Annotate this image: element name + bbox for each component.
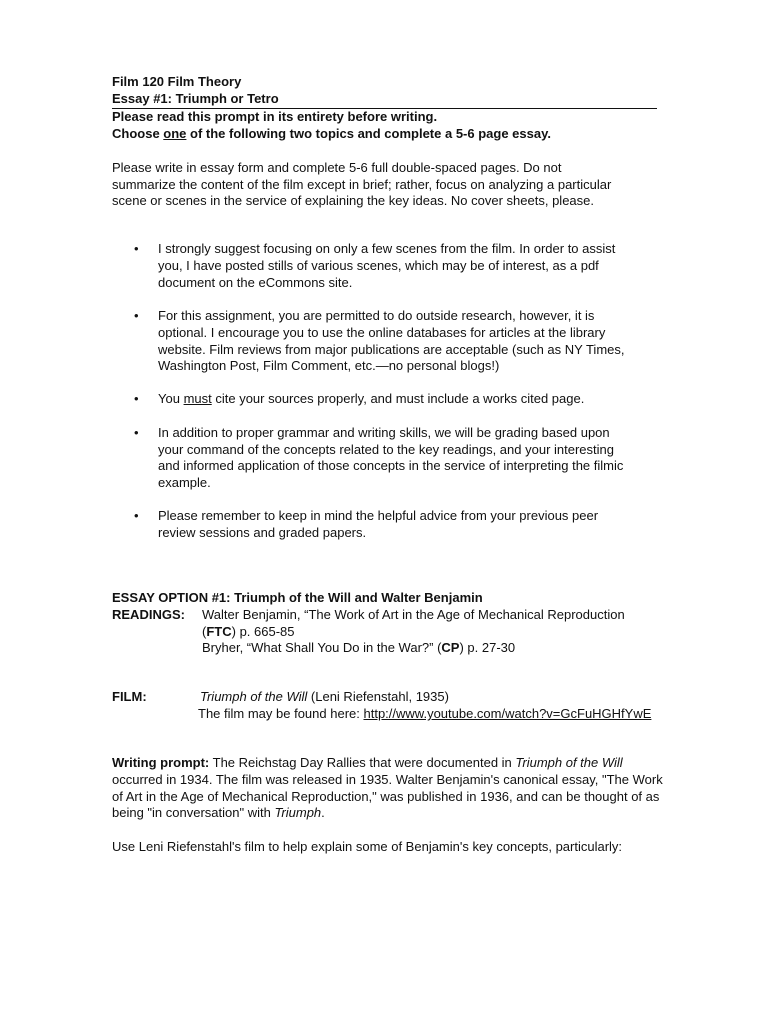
essay-title: Essay #1: Triumph or Tetro bbox=[112, 91, 279, 106]
prompt-line-4-end: . bbox=[321, 805, 325, 820]
instruction-choose-pre: Choose bbox=[112, 126, 164, 141]
bullet-2-line: optional. I encourage you to use the online databases for articles at the library bbox=[158, 325, 606, 340]
prompt-triumph: Triumph bbox=[274, 805, 322, 820]
film-info bbox=[200, 689, 449, 705]
reading-bryher bbox=[202, 640, 515, 656]
reading-benjamin: Walter Benjamin, “The Work of Art in the Age of Mechanical Reproduction bbox=[202, 607, 625, 622]
instruction-choose-post: of the following two topics and complete a 5-6 page essay. bbox=[186, 126, 551, 141]
prompt-text: The Reichstag Day Rallies that were documented in bbox=[209, 755, 516, 770]
film-url-link[interactable]: http://www.youtube.com/watch?v=GcFuHGHfYwE bbox=[363, 706, 652, 721]
bullet-3-must: must bbox=[183, 391, 212, 406]
reading-bryher-title: Bryher, “What Shall You Do in the War?” ( bbox=[202, 640, 442, 655]
bullet-marker: • bbox=[134, 508, 139, 523]
bullet-marker: • bbox=[134, 391, 139, 406]
film-director-year: (Leni Riefenstahl, 1935) bbox=[307, 689, 449, 704]
bullet-3-line bbox=[158, 391, 584, 407]
bullet-marker: • bbox=[134, 308, 139, 323]
bullet-3-pre: You bbox=[158, 391, 184, 406]
instruction-choose-one: one bbox=[163, 126, 187, 141]
option-1-heading: ESSAY OPTION #1: Triumph of the Will and Walter Benjamin bbox=[112, 590, 483, 605]
prompt-line: occurred in 1934. The film was released in 1935. Walter Benjamin's canonical essay, "The Work bbox=[112, 772, 663, 787]
reading-benjamin-cont bbox=[202, 624, 295, 640]
bullet-5-line: review sessions and graded papers. bbox=[158, 525, 367, 540]
prompt-line: of Art in the Age of Mechanical Reproduction," was published in 1936, and can be thought of as bbox=[112, 789, 660, 804]
bullet-1-line: I strongly suggest focusing on only a few scenes from the film. In order to assist bbox=[158, 241, 616, 256]
bullet-5-line: Please remember to keep in mind the helpful advice from your previous peer bbox=[158, 508, 599, 523]
prompt-line bbox=[112, 805, 325, 821]
reading-ftc: FTC bbox=[206, 624, 232, 639]
bullet-marker: • bbox=[134, 241, 139, 256]
prompt-film-title: Triumph of the Will bbox=[515, 755, 623, 770]
bullet-2-line: Washington Post, Film Comment, etc.—no personal blogs!) bbox=[158, 358, 500, 373]
prompt-line bbox=[112, 755, 623, 771]
film-location bbox=[198, 706, 651, 722]
film-label: FILM: bbox=[112, 689, 147, 704]
bullet-2-line: For this assignment, you are permitted to do outside research, however, it is bbox=[158, 308, 595, 323]
reading-bryher-pages: ) p. 27-30 bbox=[459, 640, 516, 655]
bullet-4-line: example. bbox=[158, 475, 211, 490]
intro-line: summarize the content of the film except in brief; rather, focus on analyzing a particular bbox=[112, 177, 612, 192]
film-title: Triumph of the Will bbox=[200, 689, 308, 704]
reading-ftc-open: ( bbox=[202, 624, 207, 639]
reading-cp: CP bbox=[441, 640, 460, 655]
bullet-4-line: your command of the concepts related to the key readings, and your interesting bbox=[158, 442, 614, 457]
readings-label: READINGS: bbox=[112, 607, 185, 622]
reading-ftc-pages: ) p. 665-85 bbox=[231, 624, 295, 639]
bullet-3-post: cite your sources properly, and must include a works cited page. bbox=[211, 391, 585, 406]
course-title: Film 120 Film Theory bbox=[112, 74, 242, 89]
bullet-4-line: In addition to proper grammar and writing skills, we will be grading based upon bbox=[158, 425, 610, 440]
instruction-read: Please read this prompt in its entirety before writing. bbox=[112, 109, 438, 124]
bullet-1-line: you, I have posted stills of various scenes, which may be of interest, as a pdf bbox=[158, 258, 599, 273]
intro-line: Please write in essay form and complete 5-6 full double-spaced pages. Do not bbox=[112, 160, 562, 175]
intro-line: scene or scenes in the service of explaining the key ideas. No cover sheets, please. bbox=[112, 193, 594, 208]
film-location-pre: The film may be found here: bbox=[198, 706, 364, 721]
bullet-marker: • bbox=[134, 425, 139, 440]
bullet-1-line: document on the eCommons site. bbox=[158, 275, 353, 290]
bullet-2-line: website. Film reviews from major publications are acceptable (such as NY Times, bbox=[158, 342, 625, 357]
closing-line: Use Leni Riefenstahl's film to help explain some of Benjamin's key concepts, particularly: bbox=[112, 839, 623, 854]
prompt-label: Writing prompt: bbox=[112, 755, 210, 770]
instruction-choose bbox=[112, 126, 551, 142]
prompt-line-4-pre: being "in conversation" with bbox=[112, 805, 275, 820]
bullet-4-line: and informed application of those concepts in the service of interpreting the filmic bbox=[158, 458, 624, 473]
